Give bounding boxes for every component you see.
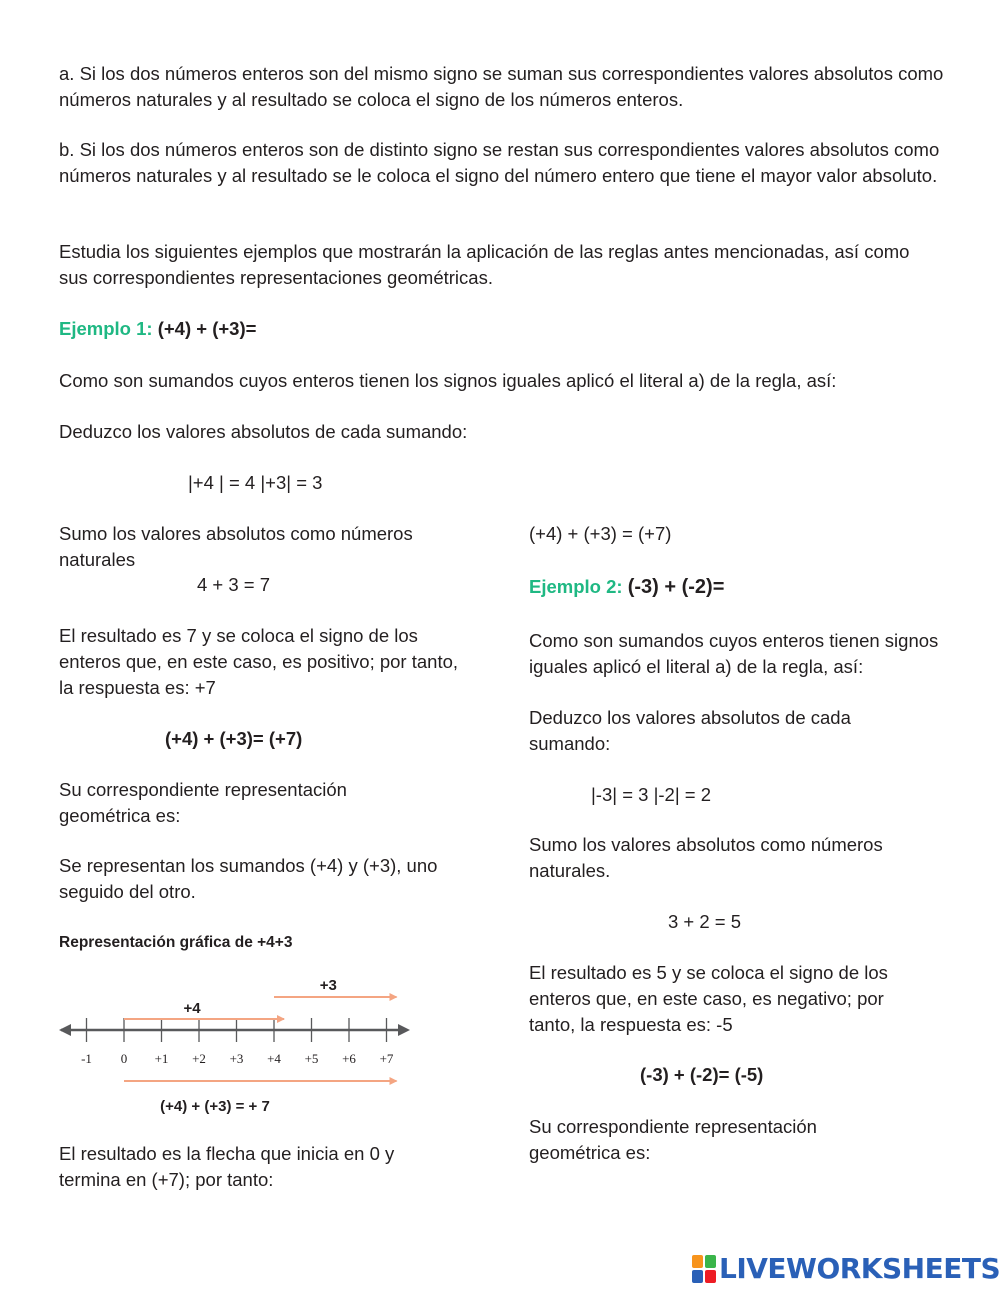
example1-conclusion: El resultado es la flecha que inicia en 0 y termina en (+7); por tanto: [59, 1143, 395, 1190]
axis-right-arrowhead [398, 1024, 410, 1036]
logo-square-4 [705, 1270, 716, 1283]
example2-deduce: Deduzco los valores absolutos de cada sumando: [529, 707, 851, 754]
rule-b: b. Si los dos números enteros son de distinto signo se restan sus correspondientes valores absolutos como números naturales y al resultado se le coloca el signo del número entero que tiene el mayor valor absoluto. [59, 139, 940, 186]
result-arrow-label: (+4) + (+3) = + 7 [160, 1098, 270, 1115]
example2-geometric-text: Su correspondiente representación geométrica es: [529, 1116, 817, 1163]
example1-reason: Como son sumandos cuyos enteros tienen los signos iguales aplicó el literal a) de la regla, así: [59, 370, 837, 391]
example2-expression: (-3) + (-2)= [627, 576, 725, 598]
axis-left-arrowhead [59, 1024, 71, 1036]
example1-label: Ejemplo 1: [59, 318, 153, 339]
example2-result-text: El resultado es 5 y se coloca el signo de los enteros que, en este caso, es negativo; por tanto, la respuesta es: -5 [529, 962, 888, 1035]
example2-result-equation: (-3) + (-2)= (-5) [640, 1064, 764, 1085]
example1-sum-equation: 4 + 3 = 7 [197, 574, 271, 595]
liveworksheets-logo-text: LIVEWORKSHEETS [719, 1252, 1000, 1285]
example2-label: Ejemplo 2: [529, 576, 623, 597]
tick-label: +6 [342, 1051, 356, 1066]
example2-sum-text: Sumo los valores absolutos como números naturales. [529, 834, 883, 881]
example1-absolute-values: |+4 | = 4 |+3| = 3 [188, 472, 323, 493]
example1-geometric-text: Su correspondiente representación geométrica es: [59, 779, 347, 826]
tick-label: +5 [304, 1051, 319, 1066]
tick-label: +7 [379, 1051, 394, 1066]
rule-a: a. Si los dos números enteros son del mismo signo se suman sus correspondientes valores absolutos como números naturales y al resultado se coloca el signo de los números enteros. [59, 63, 944, 110]
graph-title: Representación gráfica de +4+3 [59, 934, 293, 951]
logo-square-3 [692, 1270, 703, 1283]
logo-square-2 [705, 1255, 716, 1268]
example1-result-equation: (+4) + (+3)= (+7) [165, 728, 303, 749]
tick-label: +3 [229, 1051, 244, 1066]
logo-square-1 [692, 1255, 703, 1268]
example2-reason: Como son sumandos cuyos enteros tienen signos iguales aplicó el literal a) de la regla, así: [529, 630, 939, 677]
example2-absolute-values: |-3| = 3 |-2| = 2 [591, 784, 712, 805]
example1-sum-text: Sumo los valores absolutos como números naturales [59, 523, 413, 570]
example2-heading [529, 574, 724, 600]
number-line-figure [55, 968, 425, 1128]
tick-label: -1 [81, 1051, 92, 1066]
arrow-plus3-label: +3 [319, 977, 337, 994]
liveworksheets-logo-mark [692, 1255, 716, 1283]
example1-final-equation: (+4) + (+3) = (+7) [529, 523, 672, 544]
intro-paragraph: Estudia los siguientes ejemplos que mostrarán la aplicación de las reglas antes mencionadas, así como sus correspondientes representaciones geométricas. [59, 241, 910, 288]
tick-label: 0 [120, 1051, 128, 1066]
example1-expression: (+4) + (+3)= [157, 318, 257, 339]
example1-representation-text: Se representan los sumandos (+4) y (+3), uno seguido del otro. [59, 855, 438, 902]
liveworksheets-logo [692, 1252, 1000, 1286]
example1-result-text: El resultado es 7 y se coloca el signo de los enteros que, en este caso, es positivo; por tanto, la respuesta es: +7 [59, 625, 459, 698]
example1-deduce: Deduzco los valores absolutos de cada sumando: [59, 421, 468, 442]
tick-label: +2 [192, 1051, 206, 1066]
arrow-plus4-label: +4 [183, 1000, 201, 1017]
tick-label: +1 [154, 1051, 169, 1066]
tick-label: +4 [267, 1051, 281, 1066]
example2-sum-equation: 3 + 2 = 5 [668, 911, 742, 932]
example1-heading [59, 316, 256, 342]
